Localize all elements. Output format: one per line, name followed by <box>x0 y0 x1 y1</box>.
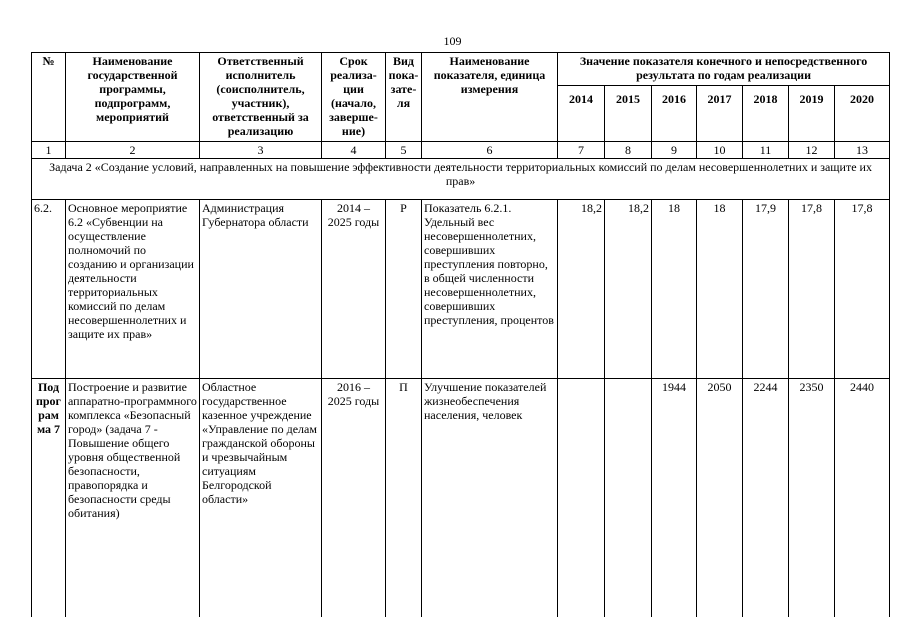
header-year: 2014 <box>558 86 605 142</box>
header-year: 2016 <box>652 86 697 142</box>
row-value: 17,8 <box>835 200 890 379</box>
header-year: 2017 <box>697 86 743 142</box>
row-value: 17,9 <box>743 200 789 379</box>
column-number: 1 <box>32 142 66 159</box>
header-term: Срок реализа-ции (начало, заверше-ние) <box>322 53 386 142</box>
row-indicator: Улучшение показателей жизнеобеспечения населения, человек <box>422 379 558 618</box>
column-number: 12 <box>789 142 835 159</box>
row-name: Построение и развитие аппаратно-программного комплекса «Безопасный город» (задача 7 - Повышение общего уровня общественной безопасности, правопорядка и безопасности среды обитания) <box>66 379 200 618</box>
column-number: 9 <box>652 142 697 159</box>
column-number: 5 <box>386 142 422 159</box>
row-value <box>558 379 605 618</box>
row-value: 18 <box>697 200 743 379</box>
row-number: Под прог рам ма 7 <box>32 379 66 618</box>
program-table <box>31 52 890 617</box>
header-year: 2015 <box>605 86 652 142</box>
header-indicator: Наименование показателя, единица измерения <box>422 53 558 142</box>
row-value <box>605 379 652 618</box>
page-number: 109 <box>443 34 462 48</box>
header-no: № <box>32 53 66 142</box>
row-responsible: Администрация Губернатора области <box>200 200 322 379</box>
header-kind: Вид пока-зате-ля <box>386 53 422 142</box>
column-number: 11 <box>743 142 789 159</box>
row-kind: Р <box>386 200 422 379</box>
table-row <box>32 379 890 618</box>
header-row <box>32 53 890 86</box>
row-kind: П <box>386 379 422 618</box>
row-value: 18,2 <box>558 200 605 379</box>
row-value: 2244 <box>743 379 789 618</box>
row-value: 2440 <box>835 379 890 618</box>
column-number: 10 <box>697 142 743 159</box>
column-number: 2 <box>66 142 200 159</box>
row-value: 2350 <box>789 379 835 618</box>
row-term: 2016 – 2025 годы <box>322 379 386 618</box>
row-term: 2014 – 2025 годы <box>322 200 386 379</box>
row-value: 18,2 <box>605 200 652 379</box>
row-value: 18 <box>652 200 697 379</box>
task-text: Задача 2 «Создание условий, направленных на повышение эффективности деятельности территориальных комиссий по делам несовершеннолетних и защите их прав» <box>32 159 890 200</box>
header-year: 2019 <box>789 86 835 142</box>
header-name: Наименование государственной программы, подпрограмм, мероприятий <box>66 53 200 142</box>
column-number: 8 <box>605 142 652 159</box>
table-row <box>32 200 890 379</box>
row-responsible: Областное государственное казенное учреждение «Управление по делам гражданской обороны и чрезвычайным ситуациям Белгородской области» <box>200 379 322 618</box>
row-value: 2050 <box>697 379 743 618</box>
column-number: 13 <box>835 142 890 159</box>
header-year: 2020 <box>835 86 890 142</box>
header-values-group: Значение показателя конечного и непосредственного результата по годам реализации <box>558 53 890 86</box>
task-row <box>32 159 890 200</box>
row-number: 6.2. <box>32 200 66 379</box>
row-value: 1944 <box>652 379 697 618</box>
header-responsible: Ответственный исполнитель (соисполнитель, участник), ответственный за реализацию <box>200 53 322 142</box>
column-number: 6 <box>422 142 558 159</box>
row-indicator: Показатель 6.2.1. Удельный вес несовершеннолетних, совершивших преступления повторно, в общей численности несовершеннолетних, совершивших преступления, процентов <box>422 200 558 379</box>
header-year: 2018 <box>743 86 789 142</box>
column-number: 7 <box>558 142 605 159</box>
column-numbers-row <box>32 142 890 159</box>
column-number: 3 <box>200 142 322 159</box>
row-name: Основное мероприятие 6.2 «Субвенции на осуществление полномочий по созданию и организации деятельности территориальных комиссий по делам несовершеннолетних и защите их прав» <box>66 200 200 379</box>
column-number: 4 <box>322 142 386 159</box>
row-value: 17,8 <box>789 200 835 379</box>
